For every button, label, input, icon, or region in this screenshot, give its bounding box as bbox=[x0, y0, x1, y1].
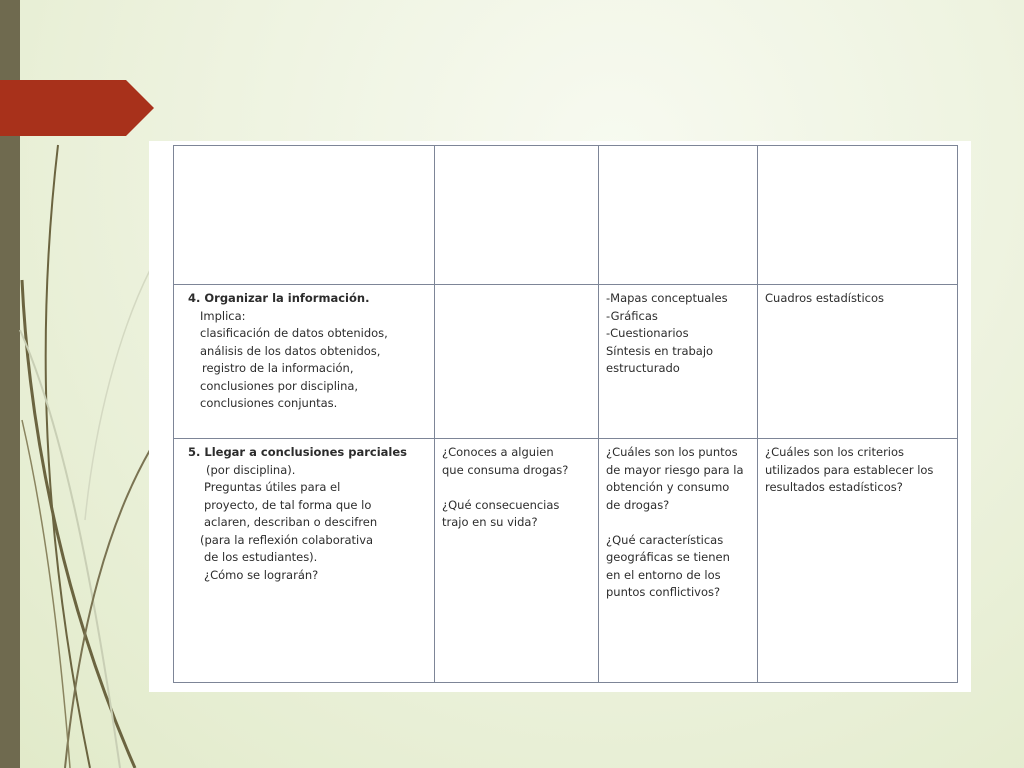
table-row-step-4 bbox=[174, 285, 958, 439]
title-arrow-shape bbox=[0, 80, 154, 136]
step-5-line: aclaren, describan o descifren bbox=[204, 515, 378, 529]
step-4-line: análisis de los datos obtenidos, bbox=[200, 343, 381, 358]
step-4-description bbox=[174, 285, 435, 439]
step-5-line: proyecto, de tal forma que lo bbox=[204, 497, 372, 512]
content-image-panel bbox=[149, 141, 971, 692]
step-4-line: conclusiones conjuntas. bbox=[200, 396, 338, 410]
step-5-title: 5. Llegar a conclusiones parciales bbox=[188, 445, 408, 459]
table-row-empty bbox=[174, 146, 958, 285]
step-4-col4: Cuadros estadísticos bbox=[758, 285, 958, 439]
table-row-step-5 bbox=[174, 439, 958, 683]
step-5-description bbox=[174, 439, 435, 683]
step-5-line: (por disciplina). bbox=[206, 462, 296, 477]
step-4-col3: -Mapas conceptuales -Gráficas -Cuestionarios Síntesis en trabajo estructurado bbox=[599, 285, 758, 439]
step-5-line: ¿Cómo se lograrán? bbox=[204, 567, 319, 582]
step-4-title: 4. Organizar la información. bbox=[188, 291, 370, 305]
step-4-line: registro de la información, bbox=[202, 361, 354, 375]
table-cell bbox=[599, 146, 758, 285]
step-5-col4: ¿Cuáles son los criterios utilizados para establecer los resultados estadísticos? bbox=[758, 439, 958, 683]
table-cell bbox=[435, 146, 599, 285]
step-5-col3: ¿Cuáles son los puntos de mayor riesgo para la obtención y consumo de drogas? ¿Qué características geográficas se tienen en el entorno de los puntos conflictivos? bbox=[599, 439, 758, 683]
step-5-line: (para la reflexión colaborativa bbox=[200, 532, 374, 547]
table-cell bbox=[758, 146, 958, 285]
step-4-line: Implica: bbox=[200, 308, 246, 323]
table-cell bbox=[174, 146, 435, 285]
step-5-line: de los estudiantes). bbox=[204, 550, 318, 564]
step-5-col2: ¿Conoces a alguien que consuma drogas? ¿Qué consecuencias trajo en su vida? bbox=[435, 439, 599, 683]
step-4-col2 bbox=[435, 285, 599, 439]
step-4-line: conclusiones por disciplina, bbox=[200, 378, 359, 393]
step-4-line: clasificación de datos obtenidos, bbox=[200, 326, 388, 340]
step-5-line: Preguntas útiles para el bbox=[204, 480, 341, 494]
project-steps-table bbox=[173, 145, 958, 683]
